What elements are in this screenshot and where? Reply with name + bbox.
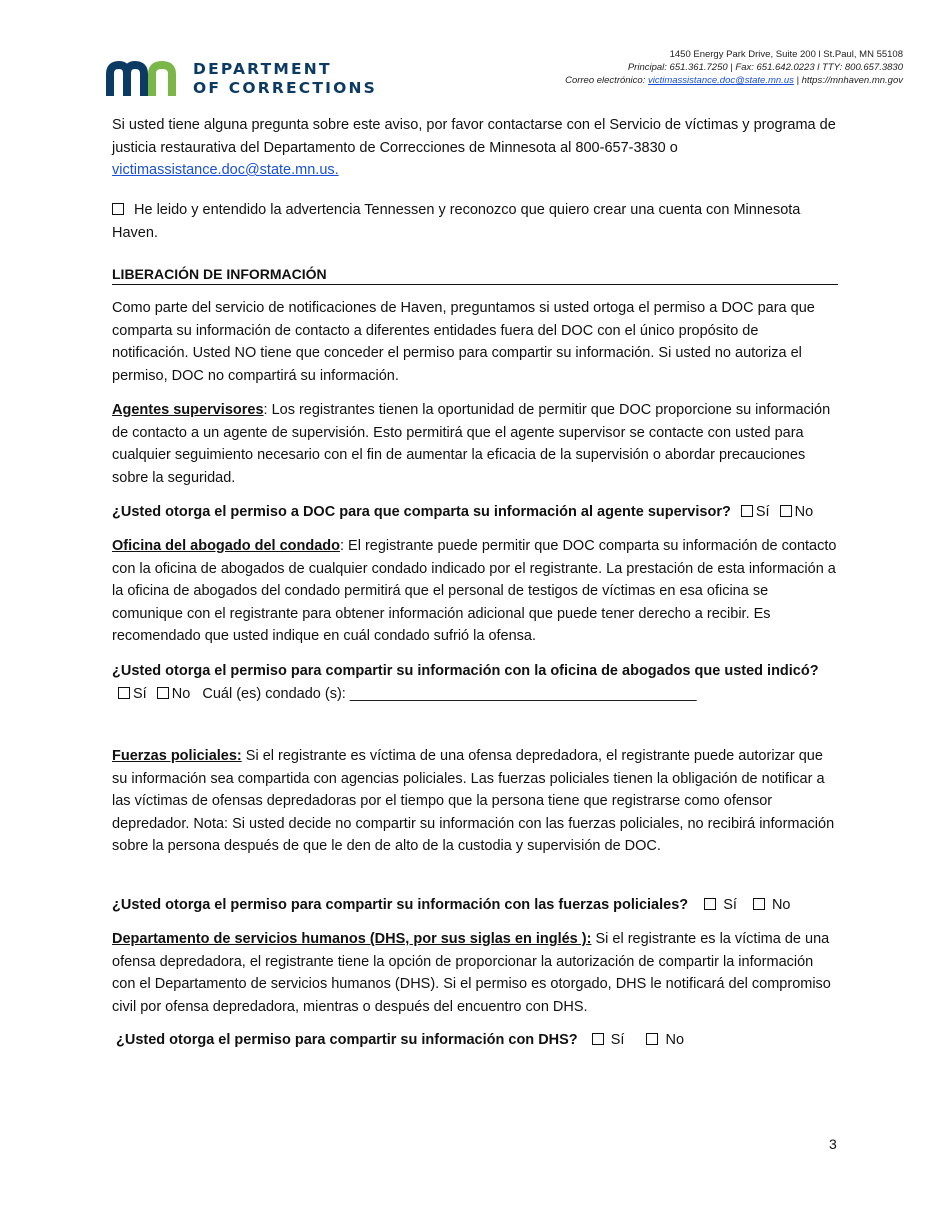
ack-checkbox[interactable] bbox=[112, 203, 124, 215]
police-term: Fuerzas policiales: bbox=[112, 748, 242, 764]
mn-logo-icon bbox=[106, 60, 186, 98]
intro-paragraph bbox=[112, 114, 838, 182]
agents-no-label: No bbox=[794, 504, 814, 520]
contact-line bbox=[565, 74, 903, 87]
attorney-no-label: No bbox=[171, 685, 191, 702]
section-title: LIBERACIÓN DE INFORMACIÓN bbox=[112, 264, 838, 285]
address-block bbox=[565, 48, 903, 87]
police-text: Si el registrante es víctima de una ofensa depredadora, el registrante puede autorizar que su información sea compartida con agencias policiales. Las fuerzas policiales tienen la obligación de notificar a las víctimas de ofensas depredadoras por el tiempo que la persona tiene que registrarse como ofensor depredador. Nota: Si usted decide no compartir su información con las fuerzas policiales, no recibirá información sobre la persona después de que le den de alto de la custodia y supervisión de DOC. bbox=[112, 748, 835, 854]
address-line: 1450 Energy Park Drive, Suite 200 l St.Paul, MN 55108 bbox=[669, 49, 903, 60]
website: | https://mnhaven.mn.gov bbox=[793, 75, 903, 86]
agents-question-row bbox=[112, 501, 838, 524]
attorney-question-row bbox=[112, 660, 838, 705]
email-label: Correo electrónico: bbox=[565, 75, 646, 86]
dhs-question: ¿Usted otorga el permiso para compartir su información con DHS? bbox=[116, 1032, 578, 1048]
org-name-line2: OF CORRECTIONS bbox=[193, 79, 377, 97]
attorney-no-checkbox[interactable] bbox=[157, 687, 169, 699]
section-intro: Como parte del servicio de notificaciones de Haven, preguntamos si usted ortoga el permiso a DOC para que comparta su información de contacto a diferentes entidades fuera del DOC con el único propósito de notificación. Usted NO tiene que conceder el permiso para compartir su información. Si usted no autoriza el permiso, DOC no compartirá su información. bbox=[112, 300, 815, 384]
agents-term: Agentes supervisores bbox=[112, 402, 264, 418]
attorney-paragraph bbox=[112, 535, 838, 648]
header-email-link[interactable]: victimassistance.doc@state.mn.us bbox=[647, 75, 794, 86]
attorney-yes-checkbox[interactable] bbox=[118, 687, 130, 699]
attorney-question: ¿Usted otorga el permiso para compartir su información con la oficina de abogados que usted indicó? bbox=[112, 663, 819, 679]
attorney-term: Oficina del abogado del condado bbox=[112, 538, 340, 554]
org-name bbox=[193, 60, 377, 98]
dhs-text: Si el registrante es la víctima de una ofensa depredadora, el registrante tiene la opción de proporcionar la autorización de compartir la información con el Departamento de servicios humanos (DHS). Si el permiso es otorgado, DHS le notificará del compromiso civil por ofensa depredadora, mientras o después del encuentro con DHS. bbox=[112, 931, 831, 1015]
dhs-yes-label: Sí bbox=[610, 1032, 625, 1048]
dhs-no-checkbox[interactable] bbox=[646, 1033, 658, 1045]
police-no-label: No bbox=[771, 897, 791, 913]
police-question-row bbox=[112, 894, 838, 917]
phone-line: Principal: 651.361.7250 | Fax: 651.642.0223 l TTY: 800.657.3830 bbox=[627, 62, 903, 73]
dhs-question-row bbox=[116, 1029, 842, 1052]
police-question: ¿Usted otorga el permiso para compartir su información con las fuerzas policiales? bbox=[112, 897, 689, 913]
county-label: Cuál (es) condado (s): bbox=[202, 685, 350, 702]
police-yes-checkbox[interactable] bbox=[704, 898, 716, 910]
attorney-yes-label: Sí bbox=[133, 685, 147, 702]
agents-question: ¿Usted otorga el permiso a DOC para que comparta su información al agente supervisor? bbox=[112, 504, 731, 520]
agents-yes-label: Sí bbox=[755, 504, 770, 520]
police-paragraph bbox=[112, 745, 838, 858]
dhs-yes-checkbox[interactable] bbox=[592, 1033, 604, 1045]
police-no-checkbox[interactable] bbox=[753, 898, 765, 910]
police-yes-label: Sí bbox=[723, 897, 737, 913]
attorney-text: : El registrante puede permitir que DOC comparta su información de contacto con la oficina de abogados de cualquier condado indicado por el registrante. La prestación de esta información a la oficina de abogados del condado permitirá que el personal de testigos de víctimas en esa oficina se comunique con el registrante para obtener información adicional que puede tener derecho a recibir. Es recomendado que usted indique en cuál condado sufrió la ofensa. bbox=[112, 538, 837, 644]
dhs-paragraph bbox=[112, 928, 838, 1018]
ack-text: He leido y entendido la advertencia Tennessen y reconozco que quiero crear una cuenta con Minnesota Haven. bbox=[112, 202, 801, 241]
agents-yes-checkbox[interactable] bbox=[741, 505, 753, 517]
acknowledgement bbox=[112, 199, 838, 244]
intro-text: Si usted tiene alguna pregunta sobre este aviso, por favor contactarse con el Servicio de víctimas y programa de justicia restaurativa del Departamento de Correcciones de Minnesota al 800-657-3830 o bbox=[112, 117, 836, 156]
page-number: 3 bbox=[829, 1136, 837, 1152]
dhs-no-label: No bbox=[665, 1032, 685, 1048]
county-input[interactable]: ___________________________________________ bbox=[349, 685, 697, 702]
agents-no-checkbox[interactable] bbox=[780, 505, 792, 517]
org-name-line1: DEPARTMENT bbox=[193, 60, 332, 78]
intro-email-link[interactable]: victimassistance.doc@state.mn.us. bbox=[112, 162, 339, 178]
agents-text: : Los registrantes tienen la oportunidad de permitir que DOC proporcione su información de contacto a un agente de supervisión. Esto permitirá que el agente supervisor se contacte con usted para cualquier seguimiento necesario con el fin de aumentar la eficacia de la supervisión o abordar precauciones sobre la seguridad. bbox=[112, 402, 831, 486]
agents-paragraph bbox=[112, 399, 838, 489]
dhs-term: Departamento de servicios humanos (DHS, por sus siglas en inglés ): bbox=[112, 931, 592, 947]
